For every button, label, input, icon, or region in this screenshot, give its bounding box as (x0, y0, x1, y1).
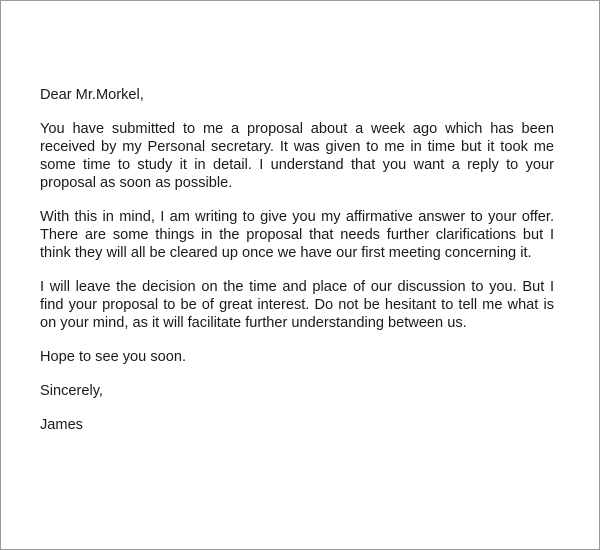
paragraph-affirmative-answer: With this in mind, I am writing to give you my affirmative answer to your offer. There are some things in the proposal that needs further clarifications but I think they will all be cleared up once we have our first meeting concerning it. (40, 209, 554, 261)
paragraph-hope-to-see: Hope to see you soon. (40, 349, 187, 365)
signature: James (40, 417, 83, 433)
letter-body (40, 86, 554, 450)
paragraph-proposal-received: You have submitted to me a proposal about a week ago which has been received by my Personal secretary. It was given to me in time but it took me some time to study it in detail. I understand that you want a reply to your proposal as soon as possible. (40, 121, 554, 191)
closing: Sincerely, (40, 383, 103, 399)
paragraph-meeting-decision: I will leave the decision on the time and place of our discussion to you. But I find your proposal to be of great interest. Do not be hesitant to tell me what is on your mind, as it will facilitate further understanding between us. (40, 279, 554, 331)
salutation: Dear Mr.Morkel, (40, 87, 144, 103)
